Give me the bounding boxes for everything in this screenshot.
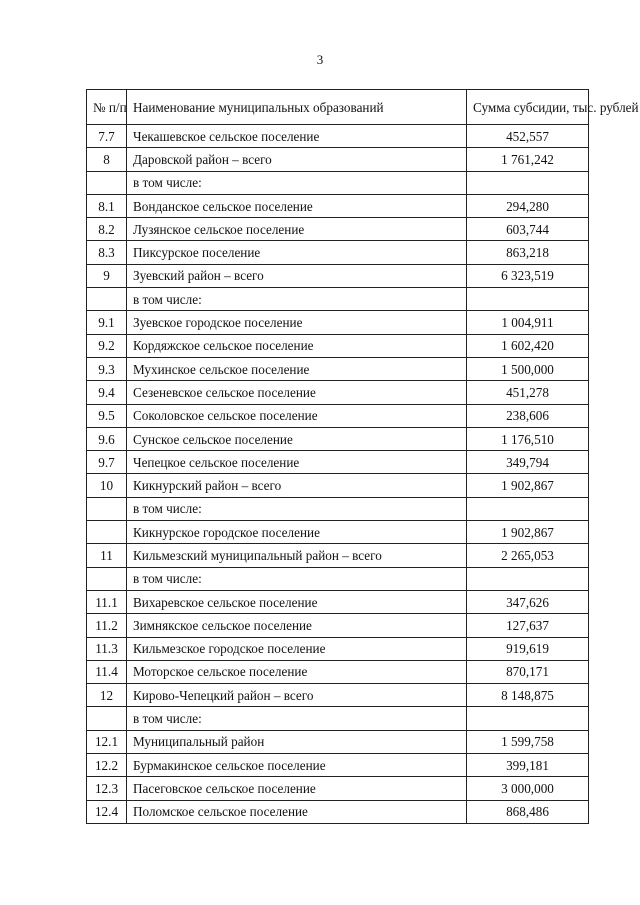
table-row — [87, 125, 589, 148]
row-number: 11.2 — [87, 614, 127, 637]
row-number: 7.7 — [87, 125, 127, 148]
row-number: 12.3 — [87, 777, 127, 800]
table-row — [87, 521, 589, 544]
table-row — [87, 171, 589, 194]
table-row — [87, 427, 589, 450]
row-sum: 127,637 — [467, 614, 589, 637]
table-row — [87, 357, 589, 380]
table-row — [87, 218, 589, 241]
row-name: Мухинское сельское поселение — [127, 357, 467, 380]
row-sum: 1 761,242 — [467, 148, 589, 171]
row-number: 10 — [87, 474, 127, 497]
row-sum: 1 902,867 — [467, 521, 589, 544]
row-number: 11.1 — [87, 590, 127, 613]
row-number: 9 — [87, 264, 127, 287]
row-number: 9.4 — [87, 381, 127, 404]
row-name: Муниципальный район — [127, 730, 467, 753]
row-number — [87, 497, 127, 520]
row-name: Кикнурское городское поселение — [127, 521, 467, 544]
row-number: 12.2 — [87, 754, 127, 777]
row-number: 11 — [87, 544, 127, 567]
table-row — [87, 497, 589, 520]
table-row — [87, 614, 589, 637]
row-name: Сезеневское сельское поселение — [127, 381, 467, 404]
row-name: Соколовское сельское поселение — [127, 404, 467, 427]
row-name: Кильмезское городское поселение — [127, 637, 467, 660]
row-sum: 1 004,911 — [467, 311, 589, 334]
row-sum: 8 148,875 — [467, 684, 589, 707]
table-row — [87, 800, 589, 823]
row-number — [87, 171, 127, 194]
row-number — [87, 521, 127, 544]
row-number: 11.3 — [87, 637, 127, 660]
row-sum: 399,181 — [467, 754, 589, 777]
table-row — [87, 381, 589, 404]
table-row — [87, 241, 589, 264]
header-sum: Сумма субсидии, тыс. рублей — [467, 90, 589, 125]
row-number — [87, 567, 127, 590]
table-row — [87, 148, 589, 171]
row-sum: 919,619 — [467, 637, 589, 660]
row-sum — [467, 707, 589, 730]
row-number: 12.4 — [87, 800, 127, 823]
row-number: 8.2 — [87, 218, 127, 241]
table-row — [87, 637, 589, 660]
table-row — [87, 288, 589, 311]
subsidy-table — [86, 89, 639, 824]
table-row — [87, 311, 589, 334]
row-name: Кильмезский муниципальный район – всего — [127, 544, 467, 567]
row-sum: 349,794 — [467, 451, 589, 474]
row-name: Кирово-Чепецкий район – всего — [127, 684, 467, 707]
row-name: Пиксурское поселение — [127, 241, 467, 264]
row-sum — [467, 567, 589, 590]
table-row — [87, 684, 589, 707]
table-row — [87, 264, 589, 287]
table-row — [87, 707, 589, 730]
table-body — [87, 125, 589, 824]
row-name: Моторское сельское поселение — [127, 660, 467, 683]
row-number: 8.1 — [87, 194, 127, 217]
row-name: Зимнякское сельское поселение — [127, 614, 467, 637]
row-name: Зуевское городское поселение — [127, 311, 467, 334]
page-number: 3 — [316, 52, 324, 67]
row-name: Кикнурский район – всего — [127, 474, 467, 497]
row-sum: 603,744 — [467, 218, 589, 241]
row-sum: 238,606 — [467, 404, 589, 427]
row-name: Зуевский район – всего — [127, 264, 467, 287]
header-name: Наименование муниципальных образований — [127, 90, 467, 125]
row-name: Вонданское сельское поселение — [127, 194, 467, 217]
row-number: 9.6 — [87, 427, 127, 450]
row-sum: 863,218 — [467, 241, 589, 264]
row-name: Лузянское сельское поселение — [127, 218, 467, 241]
row-sum: 1 500,000 — [467, 357, 589, 380]
row-number: 12.1 — [87, 730, 127, 753]
row-sum: 2 265,053 — [467, 544, 589, 567]
row-number — [87, 707, 127, 730]
table-row — [87, 474, 589, 497]
row-number: 8.3 — [87, 241, 127, 264]
table-row — [87, 451, 589, 474]
row-sum: 868,486 — [467, 800, 589, 823]
header-number: № п/п — [87, 90, 127, 125]
row-number: 9.1 — [87, 311, 127, 334]
row-name: Чепецкое сельское поселение — [127, 451, 467, 474]
row-name: Кордяжское сельское поселение — [127, 334, 467, 357]
table-row — [87, 544, 589, 567]
row-sum: 294,280 — [467, 194, 589, 217]
row-sum: 451,278 — [467, 381, 589, 404]
row-sum: 1 902,867 — [467, 474, 589, 497]
row-sum: 452,557 — [467, 125, 589, 148]
row-name: Даровской район – всего — [127, 148, 467, 171]
row-sum — [467, 288, 589, 311]
row-name: Бурмакинское сельское поселение — [127, 754, 467, 777]
row-name: Поломское сельское поселение — [127, 800, 467, 823]
row-sum — [467, 497, 589, 520]
row-name: Пасеговское сельское поселение — [127, 777, 467, 800]
row-sum: 870,171 — [467, 660, 589, 683]
row-number: 9.3 — [87, 357, 127, 380]
row-name: Сунское сельское поселение — [127, 427, 467, 450]
table-row — [87, 334, 589, 357]
row-number: 9.2 — [87, 334, 127, 357]
row-number: 11.4 — [87, 660, 127, 683]
row-number: 9.5 — [87, 404, 127, 427]
row-name: в том числе: — [127, 288, 467, 311]
row-sum: 1 602,420 — [467, 334, 589, 357]
row-name: в том числе: — [127, 171, 467, 194]
row-sum: 1 176,510 — [467, 427, 589, 450]
row-sum: 347,626 — [467, 590, 589, 613]
row-name: в том числе: — [127, 497, 467, 520]
row-name: в том числе: — [127, 707, 467, 730]
table-row — [87, 590, 589, 613]
row-name: в том числе: — [127, 567, 467, 590]
table-row — [87, 660, 589, 683]
row-number: 8 — [87, 148, 127, 171]
row-number: 12 — [87, 684, 127, 707]
row-sum: 6 323,519 — [467, 264, 589, 287]
table-header-row — [87, 90, 589, 125]
row-sum: 3 000,000 — [467, 777, 589, 800]
table-row — [87, 777, 589, 800]
row-sum: 1 599,758 — [467, 730, 589, 753]
table-row — [87, 404, 589, 427]
row-number: 9.7 — [87, 451, 127, 474]
table-row — [87, 567, 589, 590]
table-row — [87, 730, 589, 753]
row-sum — [467, 171, 589, 194]
row-name: Вихаревское сельское поселение — [127, 590, 467, 613]
table-row — [87, 194, 589, 217]
row-number — [87, 288, 127, 311]
row-name: Чекашевское сельское поселение — [127, 125, 467, 148]
table-row — [87, 754, 589, 777]
